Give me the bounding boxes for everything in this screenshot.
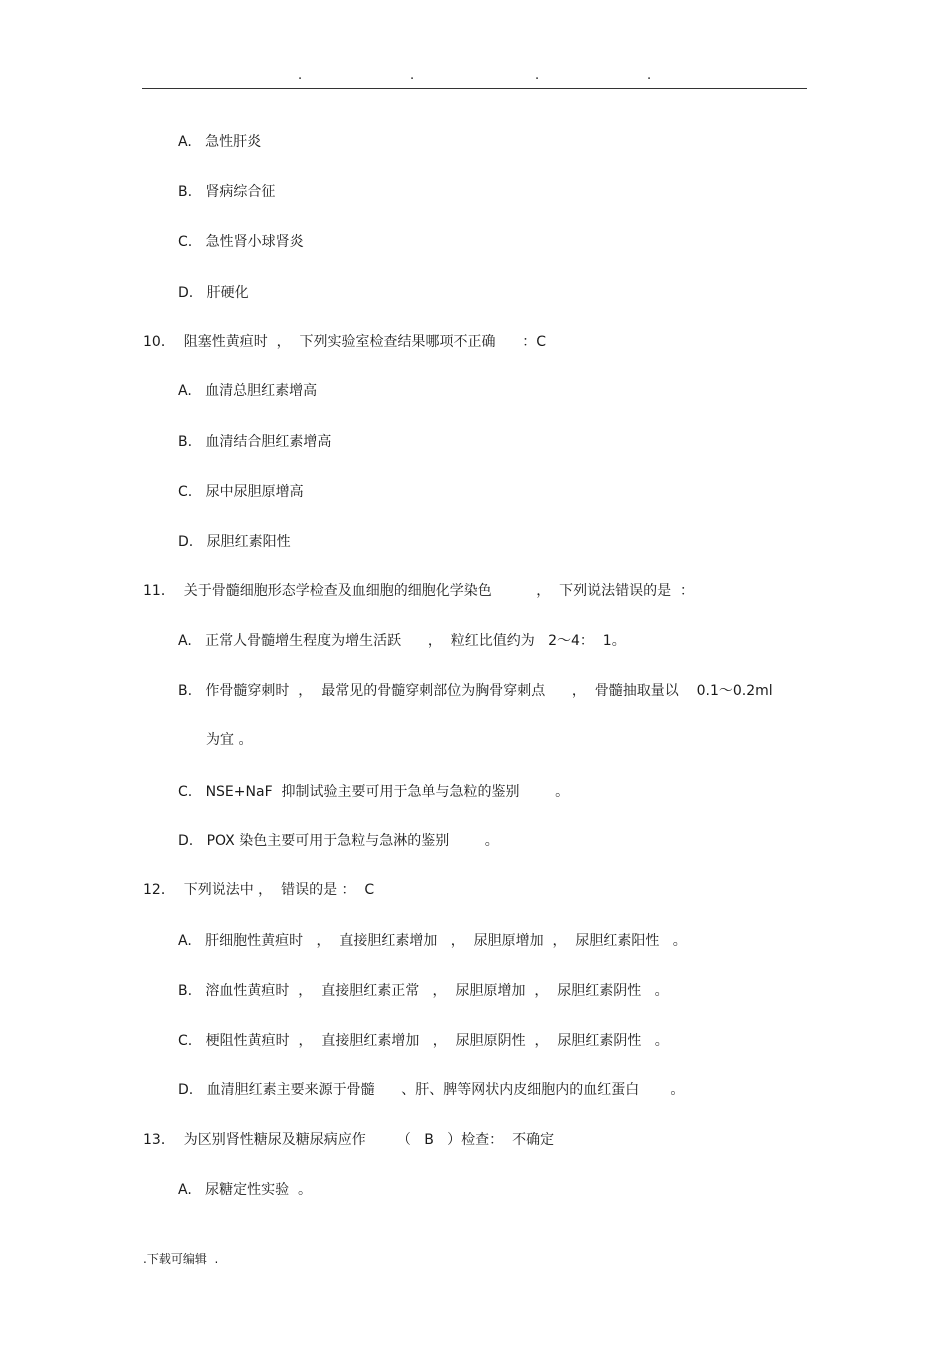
question-line: 12． 下列说法中 ， 错误的是 ： C xyxy=(143,882,375,898)
option-line: B. 肾病综合征 xyxy=(178,184,276,200)
question-line: 11． 关于骨髓细胞形态学检查及血细胞的细胞化学染色 ， 下列说法错误的是 ： xyxy=(143,583,695,599)
option-line: B. 作骨髓穿刺时 ， 最常见的骨髓穿刺部位为胸骨穿刺点 ， 骨髓抽取量以 0.1～0.2ml xyxy=(178,683,773,699)
header-dot: . xyxy=(647,68,652,83)
option-line: C. 急性肾小球肾炎 xyxy=(178,234,304,250)
option-line: A. 急性肝炎 xyxy=(178,134,262,150)
option-line: A. 血清总胆红素增高 xyxy=(178,383,318,399)
option-line: C. NSE+NaF 抑制试验主要可用于急单与急粒的鉴别 。 xyxy=(178,784,570,800)
option-line: A. 肝细胞性黄疸时 ， 直接胆红素增加 ， 尿胆原增加 ， 尿胆红素阳性 。 xyxy=(178,933,687,949)
question-line: 13． 为区别肾性糖尿及糖尿病应作 （ B ）检查： 不确定 xyxy=(143,1132,555,1148)
option-line: D. POX 染色主要可用于急粒与急淋的鉴别 。 xyxy=(178,833,499,849)
header-dot: . xyxy=(535,68,540,83)
option-line: D. 尿胆红素阳性 xyxy=(178,534,291,550)
header-rule xyxy=(142,88,807,89)
question-line: 10． 阻塞性黄疸时 ， 下列实验室检查结果哪项不正确 ：C xyxy=(143,334,546,350)
page-header xyxy=(0,68,950,84)
option-line: C. 尿中尿胆原增高 xyxy=(178,484,304,500)
option-line: B. 血清结合胆红素增高 xyxy=(178,434,332,450)
option-line: D. 血清胆红素主要来源于骨髓 、肝、脾等网状内皮细胞内的血红蛋白 。 xyxy=(178,1082,685,1098)
option-line: A. 尿糖定性实验 。 xyxy=(178,1182,313,1198)
option-line: B. 溶血性黄疸时 ， 直接胆红素正常 ， 尿胆原增加 ， 尿胆红素阴性 。 xyxy=(178,983,669,999)
page-footer: .下载可编辑 . xyxy=(143,1252,219,1266)
option-line: A. 正常人骨髓增生程度为增生活跃 ， 粒红比值约为 2～4： 1。 xyxy=(178,633,626,649)
header-dot: . xyxy=(410,68,415,83)
option-continuation: 为宜 。 xyxy=(206,732,253,748)
option-line: D. 肝硬化 xyxy=(178,285,249,301)
header-dot: . xyxy=(298,68,303,83)
option-line: C. 梗阻性黄疸时 ， 直接胆红素增加 ， 尿胆原阴性 ， 尿胆红素阴性 。 xyxy=(178,1033,669,1049)
